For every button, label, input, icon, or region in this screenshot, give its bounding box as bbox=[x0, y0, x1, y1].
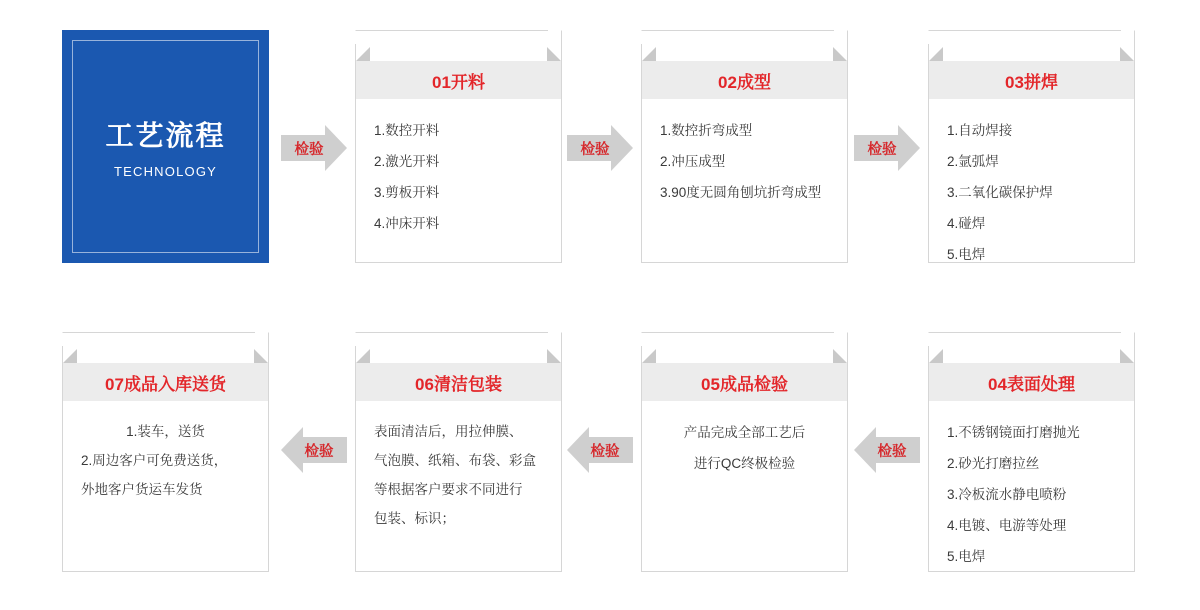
step-line: 2.周边客户可免费送货， bbox=[81, 453, 228, 468]
step-line: 气泡膜、纸箱、布袋、彩盒 bbox=[374, 453, 536, 468]
header-tab-left bbox=[356, 349, 370, 363]
header-tab-left bbox=[642, 47, 656, 61]
card-notch-left bbox=[928, 30, 942, 44]
step-line: 进行QC终极检验 bbox=[693, 456, 796, 471]
step-card-04[interactable] bbox=[928, 332, 1135, 572]
step-line: 3.二氧化碳保护焊 bbox=[947, 185, 1053, 200]
card-notch-left bbox=[62, 332, 76, 346]
step-card-07[interactable] bbox=[62, 332, 269, 572]
step-line: 4.碰焊 bbox=[947, 216, 986, 231]
step-line: 3.90度无圆角刨坑折弯成型 bbox=[660, 185, 822, 200]
header-tab-right bbox=[1120, 349, 1134, 363]
step-body-01 bbox=[356, 99, 561, 253]
card-notch-right bbox=[548, 332, 562, 346]
step-line: 1.数控折弯成型 bbox=[660, 123, 753, 138]
header-tab-left bbox=[356, 47, 370, 61]
header-tab-left bbox=[929, 349, 943, 363]
step-line: 产品完成全部工艺后 bbox=[683, 425, 806, 440]
step-title: 04表面处理 bbox=[988, 374, 1075, 394]
title-english: TECHNOLOGY bbox=[113, 164, 217, 179]
step-header-04 bbox=[929, 363, 1134, 401]
card-notch-right bbox=[255, 332, 269, 346]
card-notch-left bbox=[641, 30, 655, 44]
step-body-07 bbox=[63, 401, 268, 518]
step-body-03 bbox=[929, 99, 1134, 284]
card-notch-right bbox=[1121, 30, 1135, 44]
card-notch-left bbox=[641, 332, 655, 346]
arrow-label: 检验 bbox=[304, 443, 334, 460]
header-tab-right bbox=[833, 47, 847, 61]
header-tab-left bbox=[63, 349, 77, 363]
step-title: 03拼焊 bbox=[1005, 72, 1058, 92]
step-line: 2.氩弧焊 bbox=[947, 154, 999, 169]
step-header-05 bbox=[642, 363, 847, 401]
header-tab-right bbox=[547, 349, 561, 363]
step-header-07 bbox=[63, 363, 268, 401]
card-notch-right bbox=[834, 332, 848, 346]
arrow-label: 检验 bbox=[580, 141, 610, 158]
step-line: 1.数控开料 bbox=[374, 123, 440, 138]
step-line: 3.冷板流水静电喷粉 bbox=[947, 487, 1067, 502]
arrow-06-to-07 bbox=[281, 427, 347, 473]
step-card-03[interactable] bbox=[928, 30, 1135, 263]
step-body-04 bbox=[929, 401, 1134, 586]
header-tab-right bbox=[1120, 47, 1134, 61]
arrow-04-to-05 bbox=[854, 427, 920, 473]
step-line: 3.剪板开料 bbox=[374, 185, 440, 200]
step-header-06 bbox=[356, 363, 561, 401]
arrow-05-to-06 bbox=[567, 427, 633, 473]
step-body-02 bbox=[642, 99, 847, 222]
step-header-03 bbox=[929, 61, 1134, 99]
card-notch-left bbox=[355, 332, 369, 346]
step-body-05 bbox=[642, 401, 847, 493]
arrow-label: 检验 bbox=[867, 141, 897, 158]
title-chinese: 工艺流程 bbox=[105, 120, 226, 151]
step-card-06[interactable] bbox=[355, 332, 562, 572]
technology-title-card bbox=[62, 30, 269, 263]
step-card-02[interactable] bbox=[641, 30, 848, 263]
step-line: 1.自动焊接 bbox=[947, 123, 1013, 138]
step-header-02 bbox=[642, 61, 847, 99]
header-tab-right bbox=[547, 47, 561, 61]
card-notch-right bbox=[548, 30, 562, 44]
step-line: 1.装车，送货 bbox=[126, 424, 205, 439]
step-header-01 bbox=[356, 61, 561, 99]
step-line: 5.电焊 bbox=[947, 247, 986, 262]
step-card-05[interactable] bbox=[641, 332, 848, 572]
card-notch-left bbox=[928, 332, 942, 346]
card-notch-right bbox=[1121, 332, 1135, 346]
step-line: 2.激光开料 bbox=[374, 154, 440, 169]
header-tab-left bbox=[642, 349, 656, 363]
step-line: 4.电镀、电游等处理 bbox=[947, 518, 1067, 533]
step-body-06 bbox=[356, 401, 561, 547]
step-card-01[interactable] bbox=[355, 30, 562, 263]
arrow-label: 检验 bbox=[590, 443, 620, 460]
step-title: 02成型 bbox=[718, 72, 771, 92]
step-title: 01开料 bbox=[432, 72, 485, 92]
step-line: 包装、标识； bbox=[374, 511, 455, 526]
step-line: 表面清洁后，用拉伸膜、 bbox=[374, 424, 523, 439]
step-title: 07成品入库送货 bbox=[105, 374, 226, 394]
arrow-label: 检验 bbox=[877, 443, 907, 460]
arrow-title-to-01 bbox=[281, 125, 347, 171]
arrow-01-to-02 bbox=[567, 125, 633, 171]
step-title: 05成品检验 bbox=[701, 374, 788, 394]
step-line: 2.砂光打磨拉丝 bbox=[947, 456, 1040, 471]
header-tab-left bbox=[929, 47, 943, 61]
step-line: 5.电焊 bbox=[947, 549, 986, 564]
step-line: 1.不锈钢镜面打磨抛光 bbox=[947, 425, 1080, 440]
card-notch-right bbox=[834, 30, 848, 44]
step-line: 等根据客户要求不同进行 bbox=[374, 482, 523, 497]
header-tab-right bbox=[254, 349, 268, 363]
step-title: 06清洁包装 bbox=[415, 374, 502, 394]
arrow-label: 检验 bbox=[294, 141, 324, 158]
step-line: 外地客户货运车发货 bbox=[81, 482, 203, 497]
arrow-02-to-03 bbox=[854, 125, 920, 171]
step-line: 2.冲压成型 bbox=[660, 154, 726, 169]
step-line: 4.冲床开料 bbox=[374, 216, 440, 231]
header-tab-right bbox=[833, 349, 847, 363]
card-notch-left bbox=[355, 30, 369, 44]
